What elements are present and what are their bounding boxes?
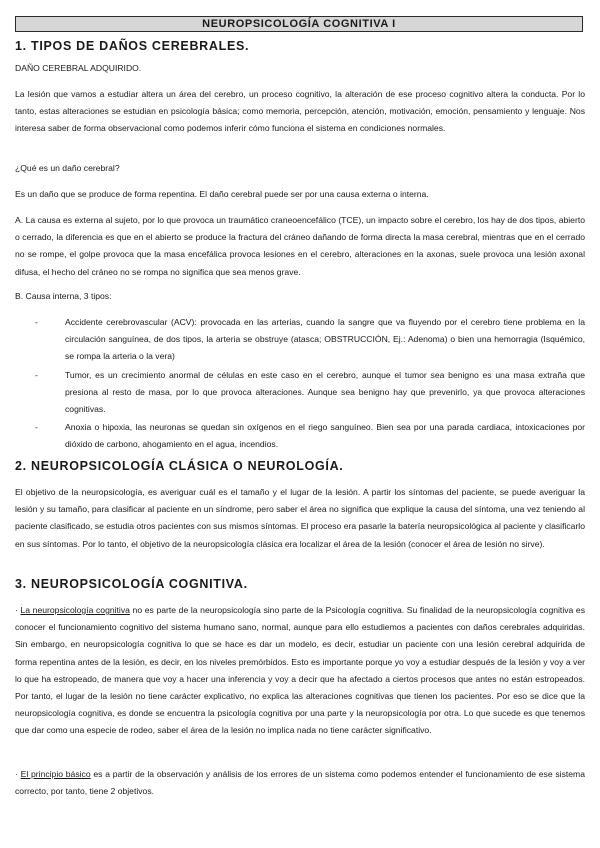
dash-bullet-icon: - <box>35 317 38 327</box>
internal-causes-list <box>15 314 585 455</box>
section-1-subheading: DAÑO CEREBRAL ADQUIRIDO. <box>15 63 142 73</box>
list-item: - Accidente cerebrovascular (ACV): provocada en las arterias, cuando la sangre que va fluyendo por el cerebro tiene problema en la circulación sanguínea, de dos tipos, la arteria se obstruye (atasca; OBSTRUCCIÓN, Ej.: Adenoma) o bien una hemorragia (Isquémico, se rompa la arteria o la vera) <box>15 314 585 366</box>
list-item: - Anoxia o hipoxia, las neuronas se quedan sin oxígenos en el riego sanguíneo. Bien sea por una parada cardiaca, intoxicaciones por dióxido de carbono, ahogamiento en el agua, incendios. <box>15 419 585 453</box>
section-3-paragraph-1: · La neuropsicología cognitiva no es parte de la neuropsicología sino parte de la Psicología cognitiva. Su finalidad de la neuropsicología cognitiva es conocer el funcionamiento cognitivo del sistema humano sano, normal, aunque para ello estudiemos a pacientes con daños cerebrales adquiridas. Sin embargo, en neuropsicología cognitiva lo que se hace es dar un modelo, es decir, estudiar un paciente con una lesión cerebral adquirida de forma repentina antes de la lesión, es decir, en los niveles premórbidos. Esto es importante porque yo voy a estudiar después de la lesión y voy a ver lo que ha estropeado, de manera que voy a hacer una inferencia y voy a decir que ha afectado a ciertos procesos que antes no están estropeados. Por tanto, el lugar de la lesión no tiene carácter explicativo, no explica las alteraciones cognitivas que tienen los pacientes. Por eso se dice que la neuropsicología cognitiva, es donde se encuentra la psicología cognitiva por una parte y la neuropsicología por otra. Lo que sucede es que tenemos que dar como una especie de rodeo, saber el área de la lesión no implica nada no tiene carácter significativo. <box>15 605 586 736</box>
term-principio-basico: El principio básico <box>20 769 91 779</box>
list-item: - Tumor, es un crecimiento anormal de células en este caso en el cerebro, aunque el tumor sea benigno es una masa extraña que presiona al resto de masa, por lo que provoca alteraciones. Aunque sea benigno hay que prevenirlo, ya que provoca alteraciones cognitivas. <box>15 367 585 419</box>
document-title: NEUROPSICOLOGÍA COGNITIVA I <box>15 16 583 32</box>
section-1-heading: 1. TIPOS DE DAÑOS CEREBRALES. <box>15 39 250 53</box>
cause-b-paragraph: B. Causa interna, 3 tipos: <box>15 291 112 301</box>
cause-a-paragraph: A. La causa es externa al sujeto, por lo que provoca un traumático craneoencefálico (TCE), un impacto sobre el cerebro, los hay de dos tipos, abierto o cerrado, la diferencia es que en el abierto se produce la fractura del cráneo dañando de forma directa la masa cerebral, mientras que en el cerrado no se rompe, el golpe provoca que la masa encefálica provoca lesiones en el cerebro, alteraciones en la axonas, suele provoca una lesión axonal difusa, el hecho del cráneo no se rompa no significa que sea menos grave. <box>15 215 585 277</box>
answer-text: Es un daño que se produce de forma repentina. El daño cerebral puede ser por una causa externa o interna. <box>15 189 429 199</box>
section-2-body: El objetivo de la neuropsicología, es averiguar cuál es el tamaño y el lugar de la lesión. A partir los síntomas del paciente, se puede averiguar la lesión y su tamaño, para clasificar al paciente en un síndrome, pero saber el área no significa que explique la causa del síntoma, una vez teniendo al paciente clasificado, se estudia otros pacientes con sus mismos síntomas. El proceso era pasarle la batería neuropsicológica al paciente y clasificarlo en sus síntomas. Por lo tanto, el objetivo de la neuropsicología clásica era localizar el área de la lesión (conocer el área de lesión no sirve). <box>15 487 585 549</box>
section-1-intro: La lesión que vamos a estudiar altera un área del cerebro, un proceso cognitivo, la alteración de ese proceso cognitivo altera la conducta. Por lo tanto, estas alteraciones se estudian en psicología básica; como memoria, percepción, atención, motivación, emoción, pensamiento y lenguaje. Nos interesa saber de forma observacional como podemos inferir cómo funciona el sistema en condiciones normales. <box>15 89 585 134</box>
question-text: ¿Qué es un daño cerebral? <box>15 163 120 173</box>
section-3-paragraph-2: · El principio básico es a partir de la observación y análisis de los errores de un sistema como podemos entender el funcionamiento de ese sistema correcto, por tanto, tiene 2 objetivos. <box>15 769 585 797</box>
section-2-heading: 2. NEUROPSICOLOGÍA CLÁSICA O NEUROLOGÍA. <box>15 459 344 473</box>
dash-bullet-icon: - <box>35 369 38 380</box>
dash-bullet-icon: - <box>35 422 38 433</box>
term-neuropsicologia-cognitiva: La neuropsicología cognitiva <box>20 605 130 615</box>
section-3-heading: 3. NEUROPSICOLOGÍA COGNITIVA. <box>15 577 248 591</box>
